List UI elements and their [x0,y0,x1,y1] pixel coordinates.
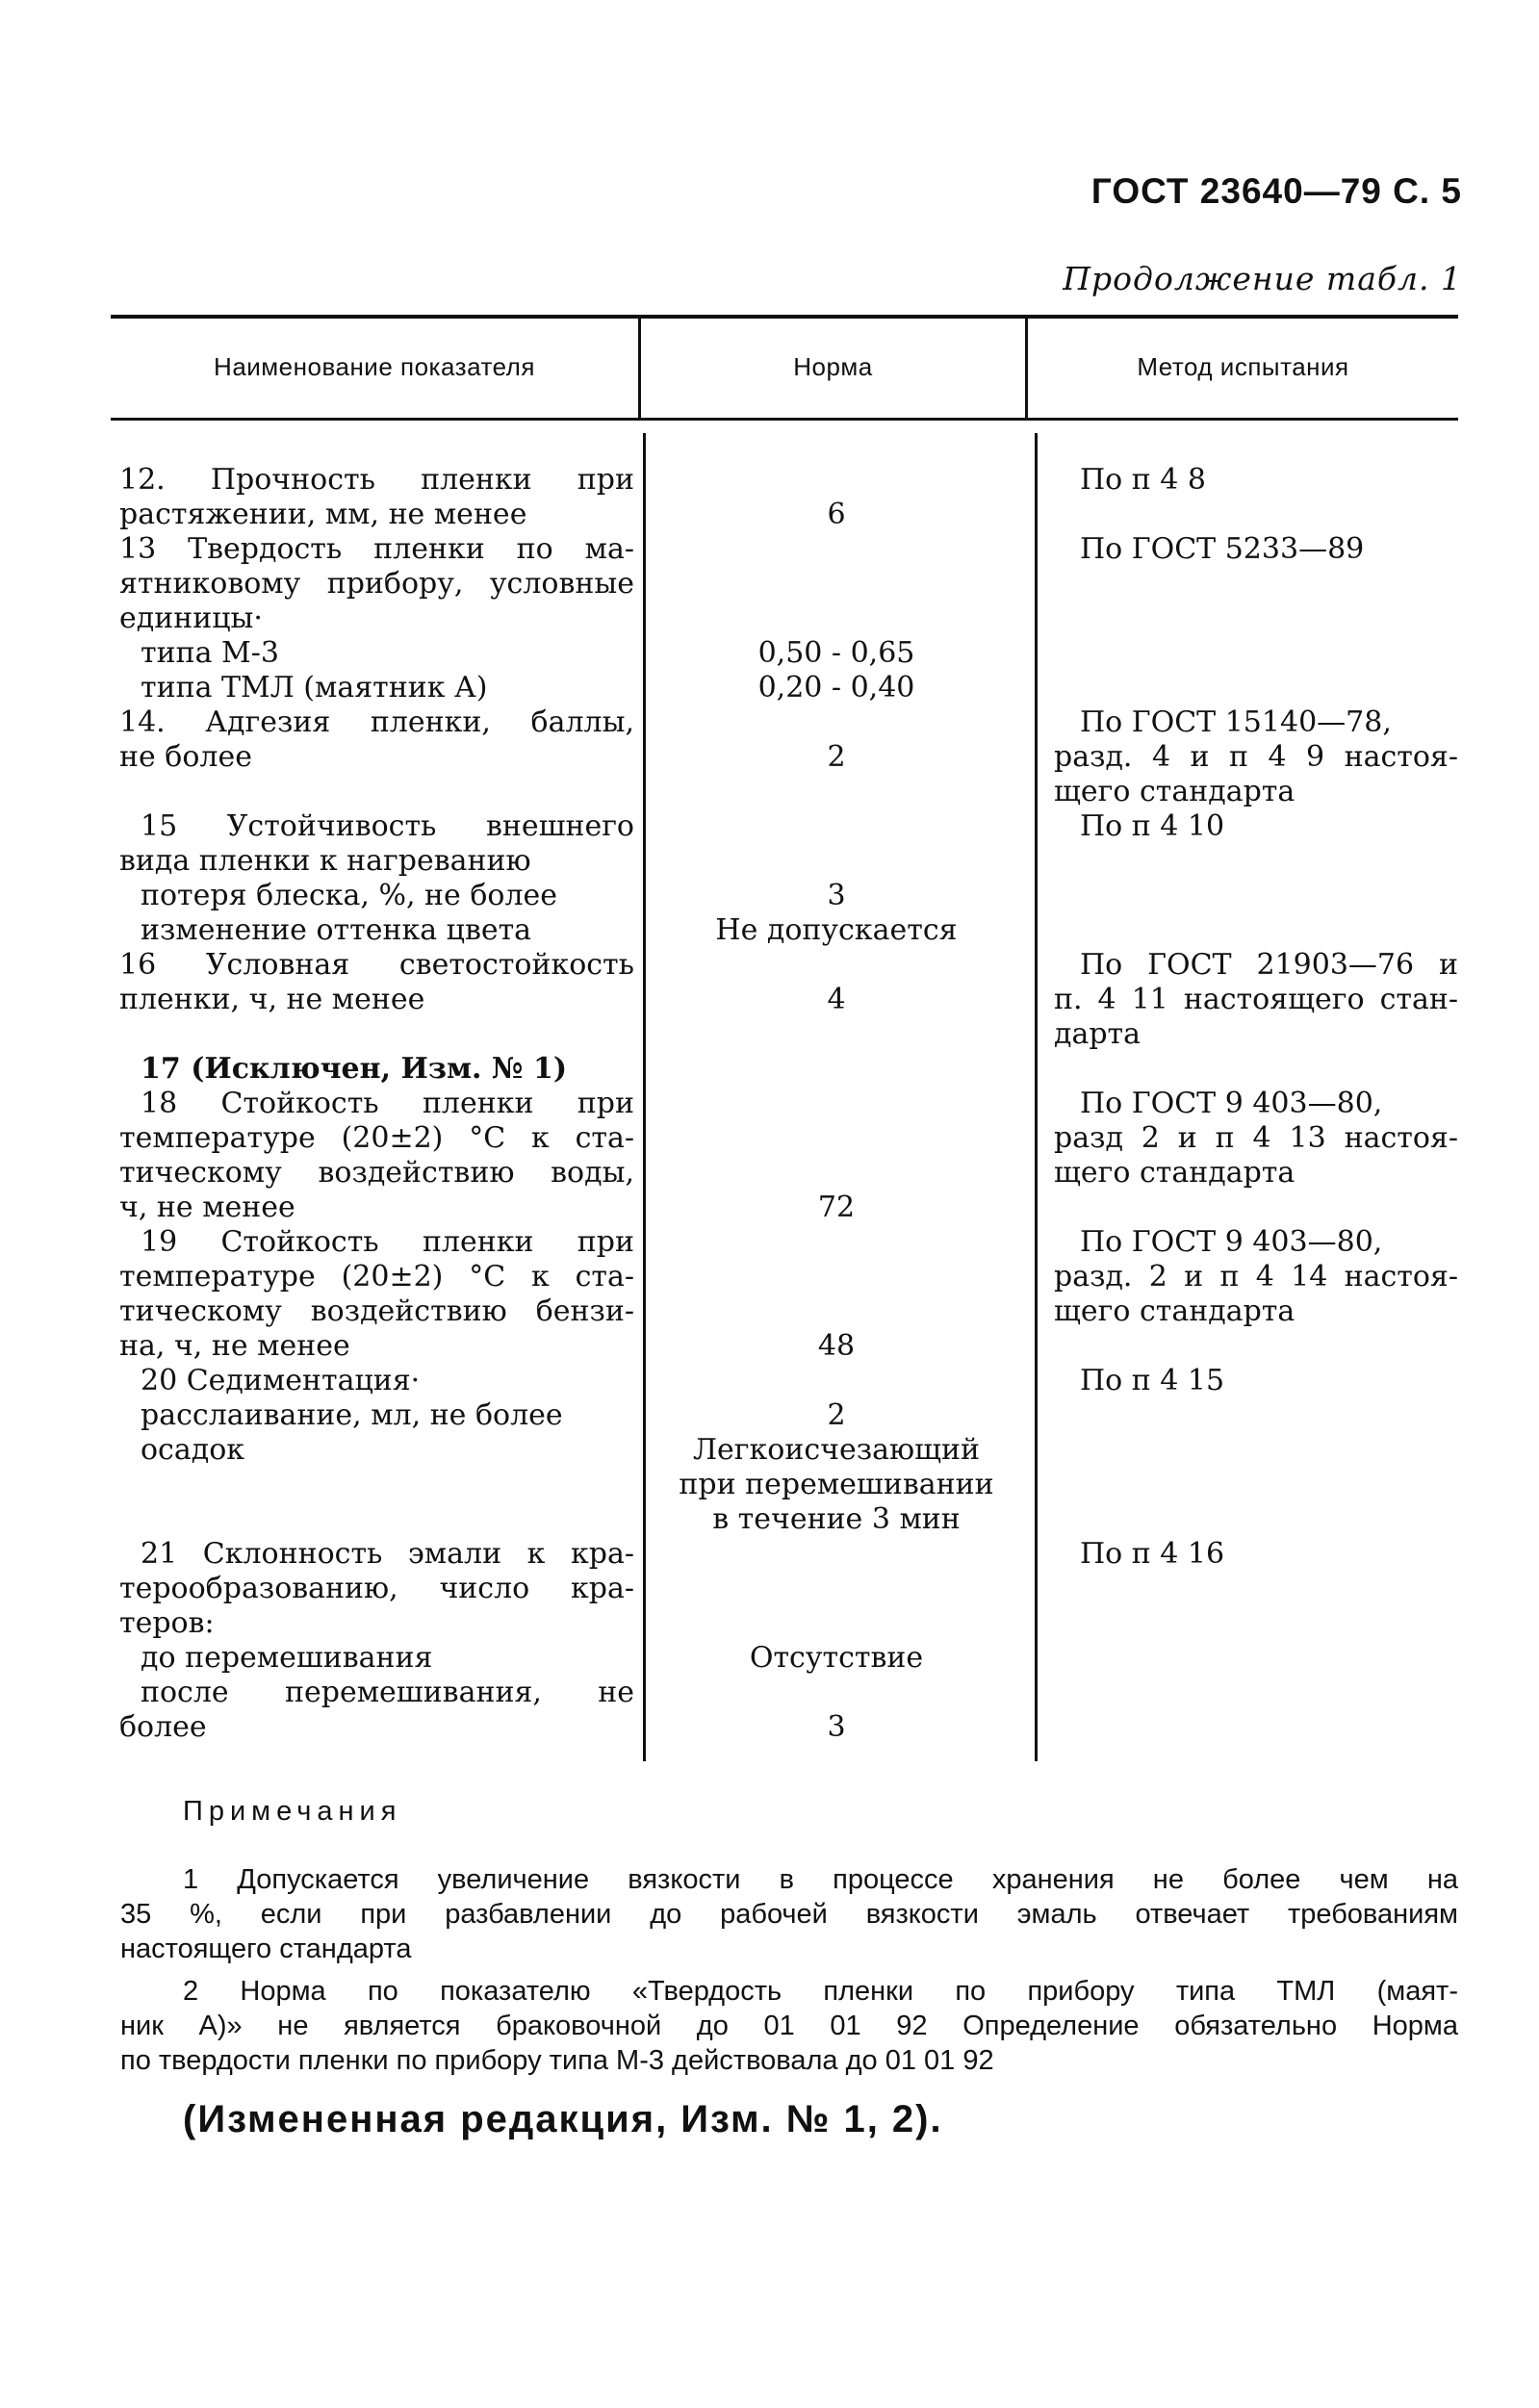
method-line: разд. 2 и п 4 14 настоя- [1054,1260,1458,1294]
indicator-line: до перемешивания [141,1641,433,1675]
note-line: 1 Допускается увеличение вязкости в процессе хранения не более чем на [183,1864,1458,1895]
indicator-line: теров: [119,1606,215,1640]
indicator-line: ятниковому прибору, условные [119,567,634,601]
norm-value: 72 [817,1191,856,1224]
indicator-line: 12. Прочность пленки при [119,463,634,497]
indicator-line: тическому воздействию воды, [119,1156,634,1190]
norm-value: 0,50 - 0,65 [757,636,915,670]
norm-value: 3 [827,1710,846,1744]
column-divider [1035,433,1038,1761]
indicator-line: типа М-3 [141,636,279,670]
method-line: По ГОСТ 21903—76 и [1080,948,1458,982]
norm-value: в течение 3 мин [712,1502,961,1536]
column-header-norm: Норма [793,352,873,381]
indicator-line: пленки, ч, не менее [119,983,425,1016]
method-line: щего стандарта [1054,775,1295,808]
indicator-line: осадок [141,1433,245,1467]
method-line: щего стандарта [1054,1156,1295,1190]
indicator-line: расслаивание, мл, не более [141,1398,563,1432]
indicator-line: 13 Твердость пленки по ма- [119,532,634,566]
norm-value: 4 [827,983,846,1016]
indicator-line: температуре (20±2) °С к ста- [119,1121,634,1155]
method-line: По ГОСТ 15140—78, [1080,705,1392,739]
indicator-line: 19 Стойкость пленки при [141,1225,634,1259]
indicator-line: более [119,1710,207,1744]
norm-value: 48 [817,1329,856,1363]
indicator-line: 14. Адгезия пленки, баллы, [119,705,634,739]
indicator-line: не более [119,740,252,774]
indicator-line: после перемешивания, не [141,1676,634,1709]
table-top-rule [111,315,1458,319]
method-line: дарта [1054,1017,1141,1051]
norm-value: 2 [827,1398,846,1432]
indicator-line: на, ч, не менее [119,1329,350,1363]
indicator-line: потеря блеска, %, не более [141,879,558,912]
norm-value: Легкоисчезающий [693,1433,980,1467]
note-line: 35 %, если при разбавлении до рабочей вязкости эмаль отвечает требованиям [120,1899,1458,1930]
indicator-line: 18 Стойкость пленки при [141,1087,634,1120]
indicator-line: 15 Устойчивость внешнего [141,809,634,843]
note-line: ник А)» не является браковочной до 01 01 92 Определение обязательно Норма [120,2011,1458,2041]
norm-value: Отсутствие [749,1641,924,1675]
document-code: ГОСТ 23640—79 С. 5 [1090,171,1462,211]
indicator-line: вида пленки к нагреванию [119,844,531,878]
indicator-line: терообразованию, число кра- [119,1572,634,1605]
norm-value: 2 [827,740,846,774]
method-line: По ГОСТ 9 403—80, [1080,1225,1383,1259]
norm-value: при перемешивании [679,1468,994,1501]
norm-value: 0,20 - 0,40 [757,671,915,704]
method-line: щего стандарта [1054,1294,1295,1328]
method-line: По ГОСТ 9 403—80, [1080,1087,1383,1120]
table-header-rule [111,418,1458,421]
norm-value: 6 [827,498,846,531]
method-line: По п 4 10 [1080,809,1225,843]
indicator-line: температуре (20±2) °С к ста- [119,1260,634,1294]
column-divider [643,433,646,1761]
indicator-line: ч, не менее [119,1191,295,1224]
note-line: настоящего стандарта [120,1934,412,1964]
method-line: По п 4 8 [1080,463,1207,497]
note-line: по твердости пленки по прибору типа М-3 действовала до 01 01 92 [120,2045,994,2076]
indicator-line-excluded: 17 (Исключен, Изм. № 1) [141,1052,568,1086]
indicator-line: типа ТМЛ (маятник А) [141,671,488,704]
indicator-line: 20 Седиментация· [141,1364,421,1397]
indicator-line: растяжении, мм, не менее [119,498,527,531]
column-header-indicator: Наименование показателя [214,352,535,381]
method-line: разд 2 и п 4 13 настоя- [1054,1121,1458,1155]
indicator-line: единицы· [119,602,263,635]
table-continuation-label: Продолжение табл. 1 [1063,260,1462,297]
indicator-line: изменение оттенка цвета [141,913,532,947]
method-line: По п 4 15 [1080,1364,1225,1397]
method-line: По ГОСТ 5233—89 [1080,532,1365,566]
method-line: По п 4 16 [1080,1537,1225,1571]
method-line: разд. 4 и п 4 9 настоя- [1054,740,1458,774]
norm-value: 3 [827,879,846,912]
norm-value: Не допускается [715,913,958,947]
edition-note: (Измененная редакция, Изм. № 1, 2). [183,2098,943,2140]
note-line: 2 Норма по показателю «Твердость пленки по прибору типа ТМЛ (маят- [183,1976,1458,2007]
notes-title: Примечания [183,1796,402,1827]
method-line: п. 4 11 настоящего стан- [1054,983,1458,1016]
indicator-line: 16 Условная светостойкость [119,948,634,982]
column-header-method: Метод испытания [1137,352,1349,381]
indicator-line: 21 Склонность эмали к кра- [141,1537,634,1571]
indicator-line: тическому воздействию бензи- [119,1294,634,1328]
